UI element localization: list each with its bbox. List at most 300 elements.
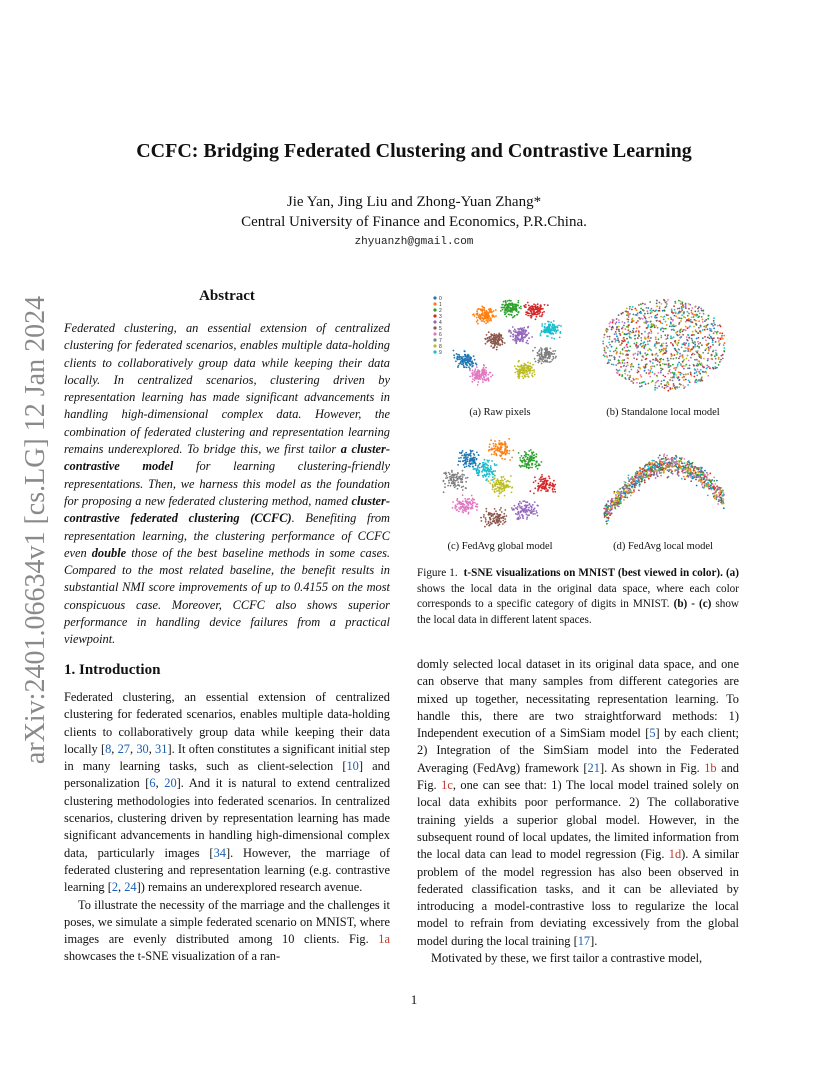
tsne-point <box>516 339 518 341</box>
tsne-point <box>477 314 479 316</box>
citation-link[interactable]: 10 <box>346 759 359 774</box>
tsne-point <box>707 347 709 349</box>
tsne-point <box>709 480 711 482</box>
tsne-point <box>476 469 478 471</box>
tsne-point <box>637 337 639 339</box>
tsne-point <box>659 459 661 461</box>
tsne-point <box>640 468 642 470</box>
tsne-point <box>501 490 503 492</box>
tsne-point <box>627 477 629 479</box>
citation-link[interactable]: 2 <box>111 880 119 895</box>
tsne-point <box>626 487 628 489</box>
tsne-point <box>662 359 664 361</box>
tsne-point <box>663 455 665 457</box>
tsne-point <box>606 356 608 358</box>
tsne-point <box>539 315 541 317</box>
tsne-point <box>707 328 709 330</box>
citation-link[interactable]: 21 <box>587 760 600 775</box>
tsne-point <box>639 483 641 485</box>
tsne-point <box>605 521 607 523</box>
tsne-point <box>705 372 707 374</box>
tsne-point <box>630 495 632 497</box>
tsne-point <box>641 333 643 335</box>
tsne-point <box>544 326 546 328</box>
tsne-point <box>530 512 532 514</box>
tsne-point <box>662 331 664 333</box>
tsne-point <box>446 475 448 477</box>
tsne-point <box>481 471 483 473</box>
tsne-point <box>690 467 692 469</box>
tsne-point <box>634 483 636 485</box>
tsne-plot-d <box>589 430 739 540</box>
tsne-point <box>536 453 538 455</box>
tsne-point <box>529 490 531 492</box>
tsne-point <box>685 342 687 344</box>
tsne-point <box>519 501 521 503</box>
tsne-point <box>661 349 663 351</box>
tsne-point <box>538 313 540 315</box>
tsne-point <box>478 370 480 372</box>
tsne-point <box>541 350 543 352</box>
tsne-point <box>687 384 689 386</box>
tsne-point <box>616 351 618 353</box>
tsne-point <box>697 345 699 347</box>
tsne-point <box>468 455 470 457</box>
tsne-point <box>688 460 690 462</box>
tsne-point <box>484 373 486 375</box>
tsne-point <box>624 377 626 379</box>
tsne-point <box>665 352 667 354</box>
tsne-point <box>640 374 642 376</box>
citation-link[interactable]: 6 <box>149 776 156 791</box>
tsne-point <box>695 479 697 481</box>
tsne-point <box>492 347 494 349</box>
tsne-point <box>668 360 670 362</box>
tsne-point <box>670 365 672 367</box>
tsne-point <box>699 330 701 332</box>
tsne-point <box>693 364 695 366</box>
tsne-point <box>476 310 478 312</box>
tsne-point <box>528 309 530 311</box>
tsne-point <box>625 366 627 368</box>
tsne-point <box>625 350 627 352</box>
tsne-point <box>635 378 637 380</box>
citation-link[interactable]: 31 <box>155 741 168 756</box>
tsne-point <box>496 449 498 451</box>
tsne-point <box>614 500 616 502</box>
tsne-point <box>656 305 658 307</box>
citation-link[interactable]: 27 <box>117 741 130 756</box>
tsne-point <box>675 462 677 464</box>
tsne-point <box>527 362 529 364</box>
tsne-point <box>625 370 627 372</box>
tsne-point <box>660 383 662 385</box>
tsne-point <box>681 373 683 375</box>
tsne-point <box>488 521 490 523</box>
tsne-point <box>642 356 644 358</box>
tsne-point <box>509 486 511 488</box>
tsne-point <box>451 483 453 485</box>
tsne-point <box>693 347 695 349</box>
tsne-point <box>678 349 680 351</box>
tsne-point <box>523 305 525 307</box>
citation-link[interactable]: 20 <box>164 776 177 791</box>
tsne-point <box>518 331 520 333</box>
tsne-point <box>619 356 621 358</box>
tsne-point <box>644 482 646 484</box>
tsne-point <box>679 311 681 313</box>
subcaption-a: (a) Raw pixels <box>469 407 531 418</box>
tsne-point <box>723 344 725 346</box>
tsne-point <box>553 329 555 331</box>
tsne-point <box>609 338 611 340</box>
tsne-point <box>630 492 632 494</box>
tsne-point <box>483 462 485 464</box>
tsne-point <box>544 353 546 355</box>
tsne-point <box>521 332 523 334</box>
tsne-point <box>646 327 648 329</box>
tsne-point <box>523 327 525 329</box>
citation-link[interactable]: 17 <box>577 933 591 948</box>
tsne-point <box>489 308 491 310</box>
tsne-point <box>662 466 664 468</box>
tsne-point <box>707 358 709 360</box>
tsne-point <box>505 487 507 489</box>
tsne-point <box>694 346 696 348</box>
tsne-point <box>654 317 656 319</box>
tsne-point <box>682 361 684 363</box>
tsne-point <box>452 507 454 509</box>
tsne-point <box>472 462 474 464</box>
tsne-point <box>458 507 460 509</box>
tsne-point <box>700 467 702 469</box>
tsne-point <box>648 317 650 319</box>
tsne-point <box>724 342 726 344</box>
tsne-point <box>650 350 652 352</box>
figure-link[interactable]: 1d <box>668 847 682 862</box>
tsne-point <box>684 317 686 319</box>
tsne-point <box>627 364 629 366</box>
tsne-point <box>485 463 487 465</box>
tsne-point <box>611 501 613 503</box>
tsne-point <box>621 321 623 323</box>
abstract-span: . Benefiting from representation learning, the clustering performance of CCFC even <box>64 511 390 560</box>
tsne-point <box>443 480 445 482</box>
tsne-point <box>714 331 716 333</box>
tsne-point <box>643 366 645 368</box>
tsne-point <box>698 372 700 374</box>
tsne-point <box>604 351 606 353</box>
tsne-point <box>485 517 487 519</box>
tsne-point <box>692 331 694 333</box>
tsne-point <box>479 308 481 310</box>
tsne-point <box>622 312 624 314</box>
tsne-point <box>492 479 494 481</box>
tsne-point <box>639 386 641 388</box>
tsne-point <box>709 334 711 336</box>
tsne-point <box>718 501 720 503</box>
tsne-point <box>663 472 665 474</box>
tsne-point <box>506 450 508 452</box>
tsne-point <box>706 365 708 367</box>
tsne-point <box>491 515 493 517</box>
tsne-point <box>701 483 703 485</box>
tsne-point <box>695 379 697 381</box>
tsne-point <box>671 310 673 312</box>
tsne-point <box>501 443 503 445</box>
tsne-point <box>498 333 500 335</box>
tsne-point <box>467 355 469 357</box>
tsne-point <box>707 337 709 339</box>
tsne-point <box>477 381 479 383</box>
tsne-point <box>550 361 552 363</box>
tsne-point <box>526 458 528 460</box>
tsne-point <box>541 363 543 365</box>
tsne-point <box>686 319 688 321</box>
legend-label: 1 <box>439 302 442 308</box>
tsne-point <box>663 453 665 455</box>
tsne-point <box>476 506 478 508</box>
tsne-point <box>444 486 446 488</box>
tsne-point <box>511 302 513 304</box>
tsne-point <box>680 365 682 367</box>
tsne-point <box>494 447 496 449</box>
tsne-point <box>623 489 625 491</box>
tsne-point <box>472 370 474 372</box>
tsne-point <box>532 370 534 372</box>
tsne-point <box>556 330 558 332</box>
tsne-point <box>502 304 504 306</box>
tsne-point <box>504 314 506 316</box>
tsne-point <box>510 335 512 337</box>
tsne-point <box>621 496 623 498</box>
tsne-point <box>520 502 522 504</box>
tsne-point <box>667 469 669 471</box>
tsne-point <box>485 343 487 345</box>
tsne-point <box>497 478 499 480</box>
tsne-point <box>637 353 639 355</box>
tsne-point <box>477 312 479 314</box>
tsne-point <box>667 338 669 340</box>
tsne-point <box>494 477 496 479</box>
tsne-point <box>662 469 664 471</box>
tsne-point <box>502 523 504 525</box>
tsne-point <box>494 475 496 477</box>
tsne-point <box>681 309 683 311</box>
tsne-point <box>635 315 637 317</box>
tsne-point <box>682 302 684 304</box>
tsne-point <box>505 309 507 311</box>
tsne-point <box>533 454 535 456</box>
legend-label: 0 <box>439 296 442 302</box>
text: , one can see that: 1) The local model trained solely on local data exhibits poor performance. 2) The collaborative training yields a superior global model. However, in the subsequent round of local updates, the limited information from the local data can lead to model regression (Fig. <box>417 778 739 862</box>
citation-link[interactable]: 5 <box>649 726 656 741</box>
tsne-point <box>510 475 512 477</box>
tsne-point <box>508 314 510 316</box>
tsne-point <box>511 491 513 493</box>
tsne-point <box>627 357 629 359</box>
tsne-point <box>712 339 714 341</box>
tsne-point <box>628 329 630 331</box>
tsne-point <box>490 449 492 451</box>
tsne-point <box>531 452 533 454</box>
tsne-point <box>525 334 527 336</box>
tsne-point <box>661 464 663 466</box>
tsne-point <box>632 486 634 488</box>
tsne-point <box>720 326 722 328</box>
tsne-point <box>477 475 479 477</box>
legend-marker <box>433 350 436 353</box>
tsne-point <box>481 520 483 522</box>
tsne-point <box>655 347 657 349</box>
tsne-point <box>474 502 476 504</box>
tsne-point <box>657 355 659 357</box>
tsne-point <box>694 372 696 374</box>
tsne-point <box>712 344 714 346</box>
tsne-point <box>702 321 704 323</box>
tsne-point <box>685 347 687 349</box>
tsne-point <box>631 309 633 311</box>
tsne-point <box>486 524 488 526</box>
tsne-point <box>671 461 673 463</box>
tsne-point <box>458 477 460 479</box>
tsne-point <box>702 371 704 373</box>
tsne-point <box>622 348 624 350</box>
figure-link[interactable]: 1a <box>378 932 390 947</box>
tsne-point <box>618 322 620 324</box>
citation-link[interactable]: 30 <box>136 741 149 756</box>
tsne-point <box>629 489 631 491</box>
tsne-point <box>488 471 490 473</box>
tsne-point <box>615 496 617 498</box>
tsne-point <box>694 341 696 343</box>
tsne-point <box>543 478 545 480</box>
tsne-point <box>641 385 643 387</box>
tsne-point <box>631 318 633 320</box>
tsne-point <box>667 390 669 392</box>
tsne-point <box>616 369 618 371</box>
tsne-point <box>528 460 530 462</box>
tsne-point <box>688 319 690 321</box>
tsne-point <box>491 460 493 462</box>
tsne-point <box>635 345 637 347</box>
figure-link[interactable]: 1b <box>704 760 717 775</box>
tsne-point <box>680 355 682 357</box>
tsne-point <box>633 357 635 359</box>
tsne-point <box>650 472 652 474</box>
tsne-point <box>490 345 492 347</box>
tsne-point <box>509 308 511 310</box>
tsne-point <box>476 364 478 366</box>
tsne-point <box>674 354 676 356</box>
tsne-point <box>515 507 517 509</box>
tsne-point <box>661 461 663 463</box>
tsne-point <box>637 480 639 482</box>
tsne-point <box>458 484 460 486</box>
tsne-point <box>535 456 537 458</box>
tsne-point <box>528 305 530 307</box>
tsne-point <box>502 453 504 455</box>
tsne-point <box>540 335 542 337</box>
tsne-point <box>489 372 491 374</box>
tsne-point <box>478 470 480 472</box>
tsne-point <box>523 369 525 371</box>
tsne-point <box>486 474 488 476</box>
tsne-point <box>551 337 553 339</box>
tsne-point <box>511 309 513 311</box>
tsne-point <box>487 480 489 482</box>
tsne-point <box>707 482 709 484</box>
tsne-point <box>462 476 464 478</box>
citation-link[interactable]: 8 <box>105 741 112 756</box>
tsne-point <box>469 458 471 460</box>
text: ]) remains an underexplored research avenue. <box>136 880 363 895</box>
tsne-point <box>638 364 640 366</box>
tsne-point <box>520 370 522 372</box>
tsne-point <box>496 464 498 466</box>
tsne-point <box>647 324 649 326</box>
tsne-point <box>464 354 466 356</box>
caption-label: Figure 1. <box>417 567 458 579</box>
tsne-point <box>649 301 651 303</box>
tsne-point <box>633 328 635 330</box>
tsne-point <box>639 368 641 370</box>
tsne-point <box>527 373 529 375</box>
tsne-point <box>682 385 684 387</box>
tsne-point <box>537 311 539 313</box>
tsne-point <box>474 374 476 376</box>
tsne-point <box>629 331 631 333</box>
tsne-point <box>719 338 721 340</box>
tsne-point <box>690 373 692 375</box>
tsne-point <box>691 354 693 356</box>
tsne-point <box>528 507 530 509</box>
tsne-point <box>721 503 723 505</box>
tsne-point <box>681 470 683 472</box>
tsne-point <box>623 359 625 361</box>
tsne-point <box>715 341 717 343</box>
tsne-point <box>484 317 486 319</box>
tsne-point <box>542 481 544 483</box>
tsne-point <box>471 495 473 497</box>
tsne-point <box>465 487 467 489</box>
tsne-point <box>604 513 606 515</box>
tsne-point <box>519 505 521 507</box>
tsne-point <box>624 347 626 349</box>
tsne-point <box>559 337 561 339</box>
tsne-point <box>545 483 547 485</box>
tsne-point <box>466 466 468 468</box>
tsne-point <box>656 472 658 474</box>
citation-link[interactable]: 34 <box>213 845 226 860</box>
tsne-point <box>548 355 550 357</box>
tsne-point <box>691 312 693 314</box>
tsne-point <box>504 447 506 449</box>
tsne-point <box>485 338 487 340</box>
tsne-point <box>675 469 677 471</box>
author-block <box>0 192 828 232</box>
figure-link[interactable]: 1c <box>441 778 453 793</box>
citation-link[interactable]: 24 <box>124 880 137 895</box>
tsne-point <box>524 331 526 333</box>
tsne-point <box>685 329 687 331</box>
tsne-point <box>547 328 549 330</box>
tsne-point <box>500 447 502 449</box>
tsne-point <box>647 341 649 343</box>
tsne-point <box>639 470 641 472</box>
tsne-point <box>628 475 630 477</box>
tsne-point <box>645 338 647 340</box>
